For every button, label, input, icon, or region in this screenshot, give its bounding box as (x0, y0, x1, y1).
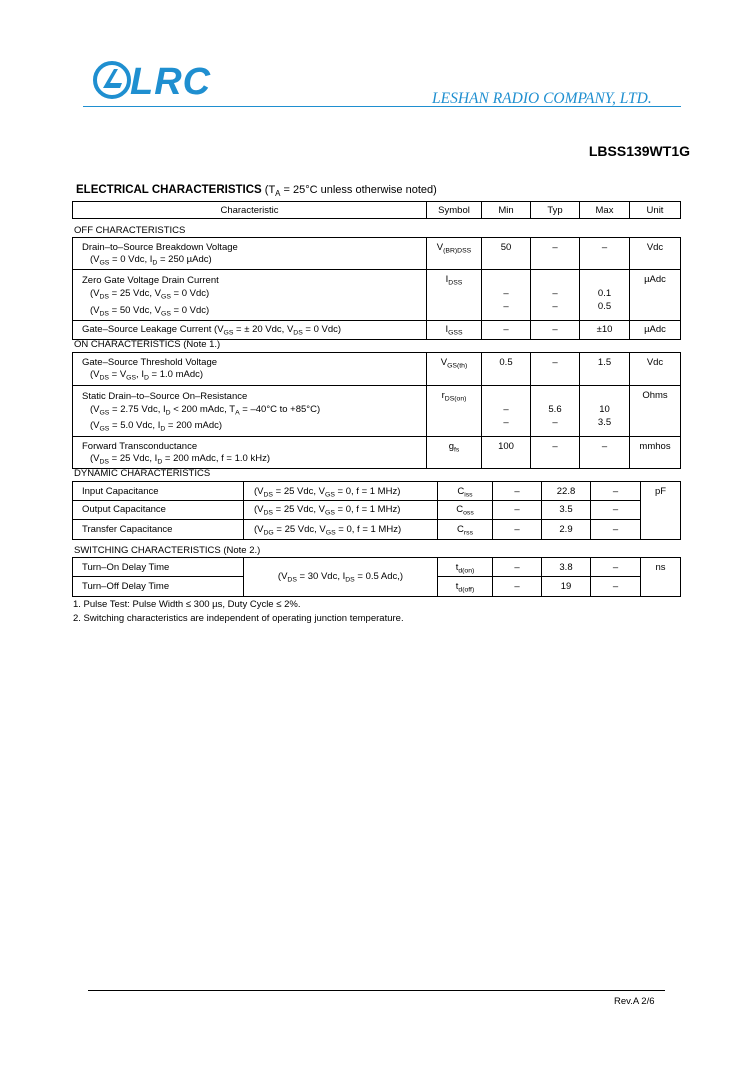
char-condition: ($V_{DS} = 30$ Vdc, $I_{DS} = 0.5$ Adc,) (244, 558, 438, 597)
symbol-cell: $C_{oss}$ (438, 501, 493, 520)
typ-cell: – – (531, 270, 580, 321)
min-cell: 0.5 (482, 353, 531, 386)
table-row (73, 558, 681, 577)
col-symbol: Symbol (427, 202, 482, 219)
company-name: LESHAN RADIO COMPANY, LTD. (432, 90, 652, 107)
char-name: Gate–Source Leakage Current ($V_{GS}$ = ± 20 Vdc, $V_{DS} = 0$ Vdc) (82, 324, 342, 337)
typ-cell: 2.9 (542, 520, 591, 540)
typ-cell: 19 (542, 577, 591, 597)
typ-cell: – (531, 238, 580, 270)
char-name: Turn–On Delay Time (82, 562, 170, 573)
symbol-cell: $g_{fs}$ (427, 436, 482, 468)
char-name: Input Capacitance (82, 486, 159, 497)
min-cell: – (493, 482, 542, 501)
table-switching (72, 557, 681, 597)
footer-rule (88, 990, 665, 991)
max-cell: 10 3.5 (580, 386, 630, 437)
char-name: Zero Gate Voltage Drain Current (82, 275, 219, 287)
min-cell: 100 (482, 436, 531, 468)
max-cell: – (591, 501, 641, 520)
typ-cell: – (531, 321, 580, 340)
unit-cell: µAdc (630, 321, 681, 340)
footnote-2: 2. Switching characteristics are independent of operating junction temperature. (73, 613, 404, 624)
char-condition: ($V_{GS} = 0$ Vdc, $I_D = 250$ µAdc) (90, 254, 212, 267)
symbol-cell: $V_{(BR)DSS}$ (427, 238, 482, 270)
typ-cell: 3.8 (542, 558, 591, 577)
typ-cell: 3.5 (542, 501, 591, 520)
symbol-cell: $V_{GS(th)}$ (427, 353, 482, 386)
header-rule (83, 106, 681, 107)
table-header (72, 201, 681, 219)
min-cell: – (493, 577, 542, 597)
table-row (73, 520, 681, 540)
symbol-cell: $t_{d(off)}$ (438, 577, 493, 597)
symbol-cell: $t_{d(on)}$ (438, 558, 493, 577)
col-max: Max (580, 202, 630, 219)
min-cell: 50 (482, 238, 531, 270)
table-off (72, 237, 681, 340)
unit-cell: ns (641, 558, 681, 597)
char-name: Drain–to–Source Breakdown Voltage (82, 242, 238, 253)
char-condition: ($V_{DG} = 25$ Vdc, $V_{GS} = 0$, f = 1 MHz) (244, 520, 438, 540)
unit-cell: Vdc (630, 353, 681, 386)
logo-circle-icon (92, 60, 134, 102)
table-row (73, 321, 681, 340)
max-cell: – (591, 558, 641, 577)
char-name: Turn–Off Delay Time (82, 581, 170, 592)
char-condition: ($V_{DS} = 50$ Vdc, $V_{GS} = 0$ Vdc) (90, 304, 210, 318)
footnote-1: 1. Pulse Test: Pulse Width ≤ 300 µs, Duty Cycle ≤ 2%. (73, 599, 301, 610)
char-name: Static Drain–to–Source On–Resistance (82, 391, 248, 402)
max-cell: 1.5 (580, 353, 630, 386)
char-condition: ($V_{DS} = 25$ Vdc, $V_{GS} = 0$, f = 1 MHz) (244, 482, 438, 501)
typ-cell: – (531, 353, 580, 386)
typ-cell: – (531, 436, 580, 468)
char-condition: ($V_{DS} = 25$ Vdc, $I_D = 200$ mAdc, f = 1.0 kHz) (90, 452, 270, 466)
section-title (76, 184, 437, 198)
char-condition: ($V_{DS} = V_{GS}$, $I_D = 1.0$ mAdc) (90, 369, 204, 382)
symbol-cell: $I_{DSS}$ (427, 270, 482, 321)
symbol-cell: $C_{iss}$ (438, 482, 493, 501)
table-row (73, 482, 681, 501)
col-typ: Typ (531, 202, 580, 219)
min-cell: – – (482, 386, 531, 437)
section-condition: ($T_A = 25^\circ C$ unless otherwise noted) (264, 184, 437, 198)
char-name: Output Capacitance (82, 504, 166, 515)
unit-cell: Vdc (630, 238, 681, 270)
max-cell: ±10 (580, 321, 630, 340)
table-row (73, 270, 681, 321)
group-dynamic: DYNAMIC CHARACTERISTICS (74, 468, 211, 479)
max-cell: – (591, 482, 641, 501)
char-condition: ($V_{GS} = 2.75$ Vdc, $I_D < 200$ mAdc, $T_A = -40^\circ C$ to +85°C) (90, 404, 321, 417)
col-characteristic: Characteristic (73, 202, 427, 219)
min-cell: – – (482, 270, 531, 321)
table-row (73, 353, 681, 386)
char-name: Forward Transconductance (82, 440, 198, 452)
typ-cell: 5.6 – (531, 386, 580, 437)
unit-cell: pF (641, 482, 681, 540)
col-unit: Unit (630, 202, 681, 219)
char-name: Transfer Capacitance (82, 524, 173, 535)
group-on: ON CHARACTERISTICS (Note 1.) (74, 339, 221, 350)
char-condition: ($V_{DS} = 25$ Vdc, $V_{GS} = 0$, f = 1 MHz) (244, 501, 438, 520)
symbol-cell: $r_{DS(on)}$ (427, 386, 482, 437)
unit-cell: Ohms (630, 386, 681, 437)
group-off: OFF CHARACTERISTICS (74, 225, 186, 236)
page-number: Rev.A 2/6 (614, 996, 655, 1007)
char-condition: ($V_{GS} = 5.0$ Vdc, $I_D = 200$ mAdc) (90, 420, 223, 433)
max-cell: – (580, 436, 630, 468)
char-condition: ($V_{DS} = 25$ Vdc, $V_{GS} = 0$ Vdc) (90, 288, 210, 301)
logo-text: LRC (130, 61, 212, 103)
max-cell: – (580, 238, 630, 270)
col-min: Min (482, 202, 531, 219)
symbol-cell: $I_{GSS}$ (427, 321, 482, 340)
max-cell: – (591, 520, 641, 540)
typ-cell: 22.8 (542, 482, 591, 501)
symbol-cell: $C_{rss}$ (438, 520, 493, 540)
table-row (73, 436, 681, 468)
char-name: Gate–Source Threshold Voltage (82, 357, 218, 368)
group-switching: SWITCHING CHARACTERISTICS (Note 2.) (74, 545, 261, 556)
table-row (73, 501, 681, 520)
table-on (72, 352, 681, 469)
table-dynamic (72, 481, 681, 540)
table-row (73, 238, 681, 270)
table-row (73, 386, 681, 437)
max-cell: 0.1 0.5 (580, 270, 630, 321)
section-title-text: ELECTRICAL CHARACTERISTICS (76, 184, 262, 196)
min-cell: – (482, 321, 531, 340)
unit-cell: µAdc (630, 270, 681, 321)
unit-cell: mmhos (630, 436, 681, 468)
footnotes (73, 598, 404, 626)
max-cell: – (591, 577, 641, 597)
min-cell: – (493, 501, 542, 520)
min-cell: – (493, 558, 542, 577)
min-cell: – (493, 520, 542, 540)
part-number: LBSS139WT1G (588, 143, 690, 159)
